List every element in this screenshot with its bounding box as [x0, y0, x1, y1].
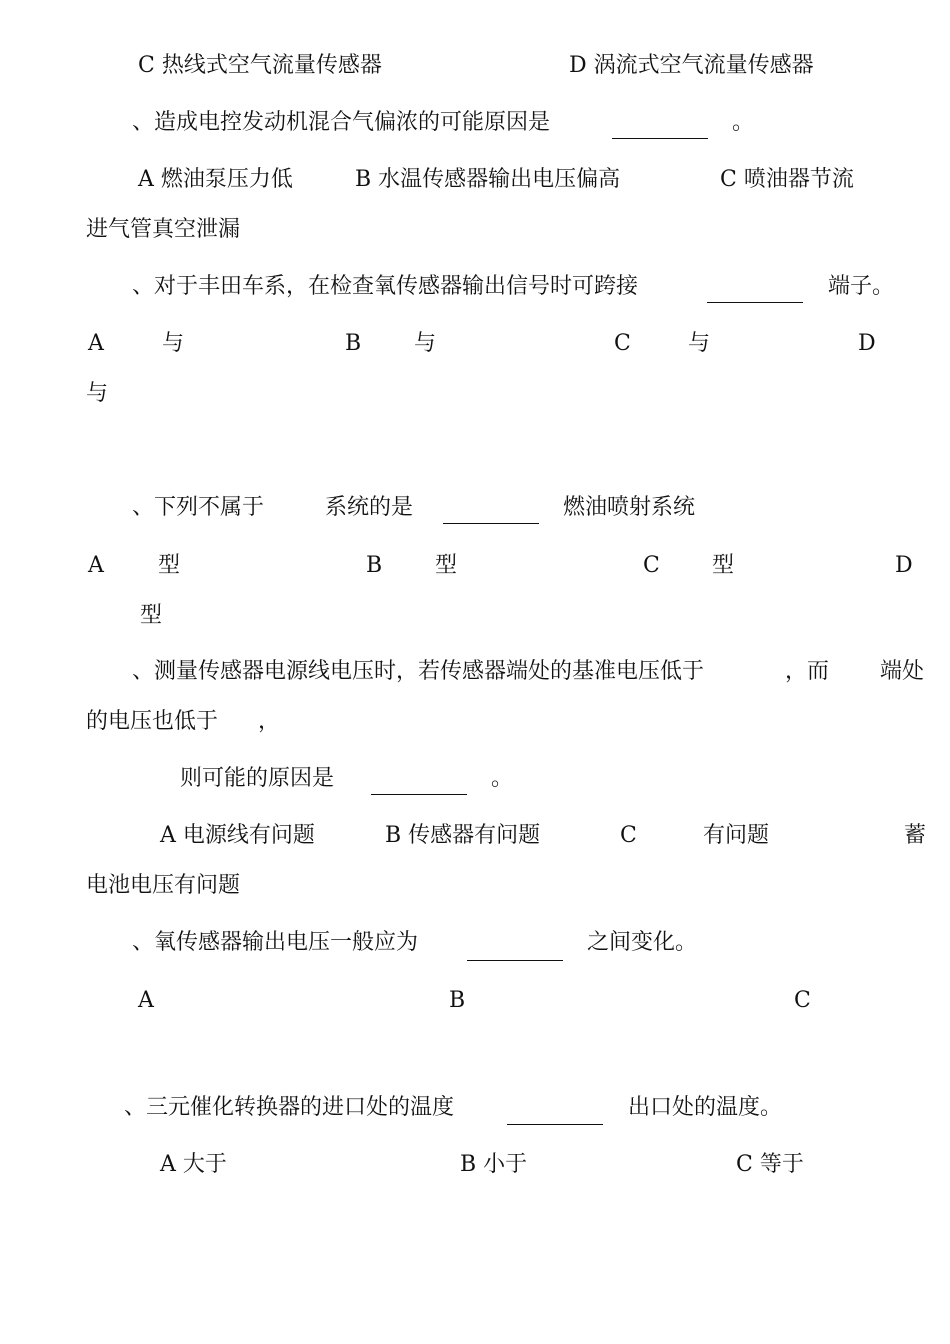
option-c-text: 型 — [712, 553, 735, 578]
answer-blank — [443, 523, 539, 524]
option-b: B 传感器有问题 — [385, 823, 541, 848]
option-b-letter: B — [449, 988, 466, 1013]
option-b-letter: B — [366, 553, 383, 578]
option-c-text: 有问题 — [703, 823, 770, 848]
option-c: C 喷油器节流 — [720, 167, 854, 192]
option-a: A 大于 — [160, 1152, 227, 1177]
option-b-letter: B — [345, 331, 362, 356]
question-end: 。 — [491, 766, 514, 791]
answer-blank — [507, 1124, 603, 1125]
answer-blank — [371, 794, 467, 795]
option-b-text: 与 — [414, 331, 437, 356]
question-stem: 、三元催化转换器的进口处的温度 — [124, 1095, 455, 1120]
question-stem-part3: 燃油喷射系统 — [563, 495, 696, 520]
option-c: C 等于 — [736, 1152, 804, 1177]
option-c-hot-wire: C 热线式空气流量传感器 — [138, 53, 382, 78]
answer-blank — [707, 302, 803, 303]
question-end: 。 — [732, 110, 755, 135]
answer-blank — [467, 960, 563, 961]
option-c-letter: C — [643, 553, 660, 578]
question-stem-terminal: 端处 — [880, 659, 925, 684]
question-stem-comma: ，而 — [785, 659, 830, 684]
option-c-letter: C — [614, 331, 631, 356]
question-end: 端子。 — [828, 274, 895, 299]
answer-blank — [612, 138, 708, 139]
option-a-letter: A — [138, 988, 154, 1013]
option-c-letter: C — [620, 823, 637, 848]
question-stem: 、氧传感器输出电压一般应为 — [132, 930, 419, 955]
option-c-text: 与 — [688, 331, 711, 356]
option-continuation: 进气管真空泄漏 — [86, 217, 241, 242]
option-a: A 电源线有问题 — [160, 823, 315, 848]
option-d-text: 与 — [86, 381, 109, 406]
question-end: 之间变化。 — [587, 930, 698, 955]
option-a-text: 与 — [162, 331, 185, 356]
question-stem: 、对于丰田车系，在检查氧传感器输出信号时可跨接 — [132, 274, 639, 299]
option-b-text: 型 — [435, 553, 458, 578]
question-stem: 、下列不属于 — [132, 495, 265, 520]
option-a-letter: A — [88, 331, 104, 356]
option-d-letter: D — [895, 553, 913, 578]
question-stem-line3: 则可能的原因是 — [180, 766, 335, 791]
option-b: B 小于 — [460, 1152, 528, 1177]
option-a-text: 型 — [158, 553, 181, 578]
question-stem-line2: 的电压也低于 — [86, 709, 219, 734]
question-end: 出口处的温度。 — [628, 1095, 783, 1120]
option-d-letter: D — [858, 331, 876, 356]
question-stem: 、造成电控发动机混合气偏浓的可能原因是 — [132, 110, 551, 135]
question-stem-comma2: ， — [258, 709, 281, 734]
option-b: B 水温传感器输出电压偏高 — [355, 167, 621, 192]
option-d-text: 型 — [140, 603, 163, 628]
option-a-letter: A — [88, 553, 104, 578]
question-stem: 、测量传感器电源线电压时，若传感器端处的基准电压低于 — [132, 659, 705, 684]
option-d-start: 蓄 — [904, 823, 927, 848]
option-d-vortex: D 涡流式空气流量传感器 — [569, 53, 814, 78]
option-c-letter: C — [794, 988, 811, 1013]
option-a: A 燃油泵压力低 — [138, 167, 293, 192]
question-stem-part2: 系统的是 — [325, 495, 414, 520]
option-continuation: 电池电压有问题 — [86, 873, 241, 898]
